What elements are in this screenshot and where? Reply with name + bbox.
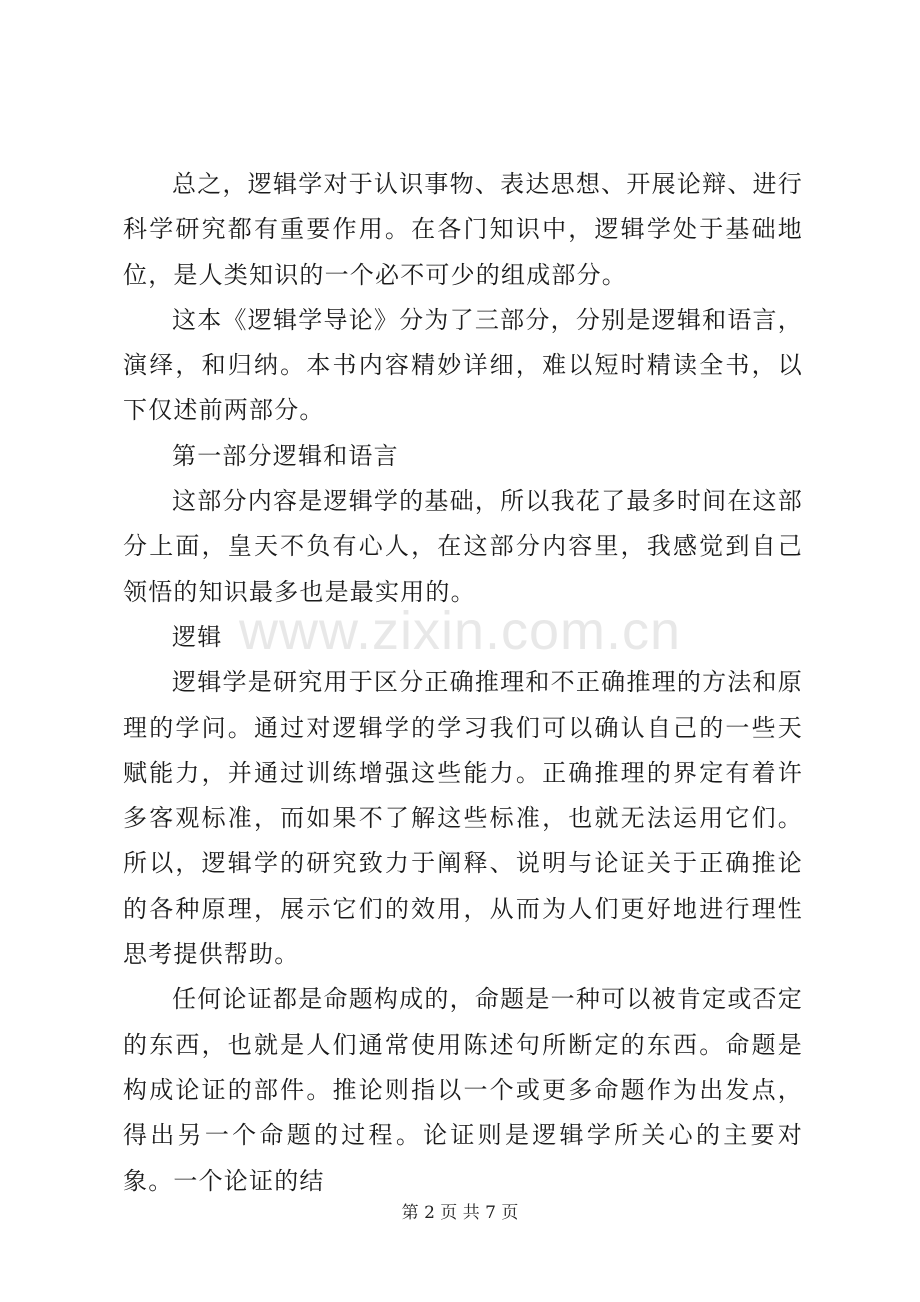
- paragraph-logic-definition: 逻辑学是研究用于区分正确推理和不正确推理的方法和原理的学问。通过对逻辑学的学习我们可以确认自己的一些天赋能力，并通过训练增强这些能力。正确推理的界定有着许多客观标准，而如果不了解这些标准，也就无法运用它们。所以，逻辑学的研究致力于阐释、说明与论证关于正确推论的各种原理，展示它们的效用，从而为人们更好地进行理性思考提供帮助。: [123, 668, 803, 969]
- paragraph-book-intro: 这本《逻辑学导论》分为了三部分，分别是逻辑和语言，演绎，和归纳。本书内容精妙详细，难以短时精读全书，以下仅述前两部分。: [123, 305, 803, 425]
- page-footer: 第 2 页 共 7 页: [401, 1203, 519, 1223]
- paragraph-proposition: 任何论证都是命题构成的，命题是一种可以被肯定或否定的东西，也就是人们通常使用陈述句所断定的东西。命题是构成论证的部件。推论则指以一个或更多命题作为出发点，得出另一个命题的过程。论证则是逻辑学所关心的主要对象。一个论证的结: [123, 985, 803, 1195]
- paragraph-part-one-intro: 这部分内容是逻辑学的基础，所以我花了最多时间在这部分上面，皇天不负有心人，在这部分内容里，我感觉到自己领悟的知识最多也是最实用的。: [123, 487, 803, 606]
- watermark: www.zixin.com.cn: [238, 601, 682, 661]
- section-heading-part-one: 第一部分逻辑和语言: [172, 441, 399, 470]
- subheading-logic: 逻辑: [172, 622, 223, 651]
- document-body: [123, 162, 803, 1204]
- paragraph-summary: 总之，逻辑学对于认识事物、表达思想、开展论辩、进行科学研究都有重要作用。在各门知识中，逻辑学处于基础地位，是人类知识的一个必不可少的组成部分。: [123, 170, 803, 289]
